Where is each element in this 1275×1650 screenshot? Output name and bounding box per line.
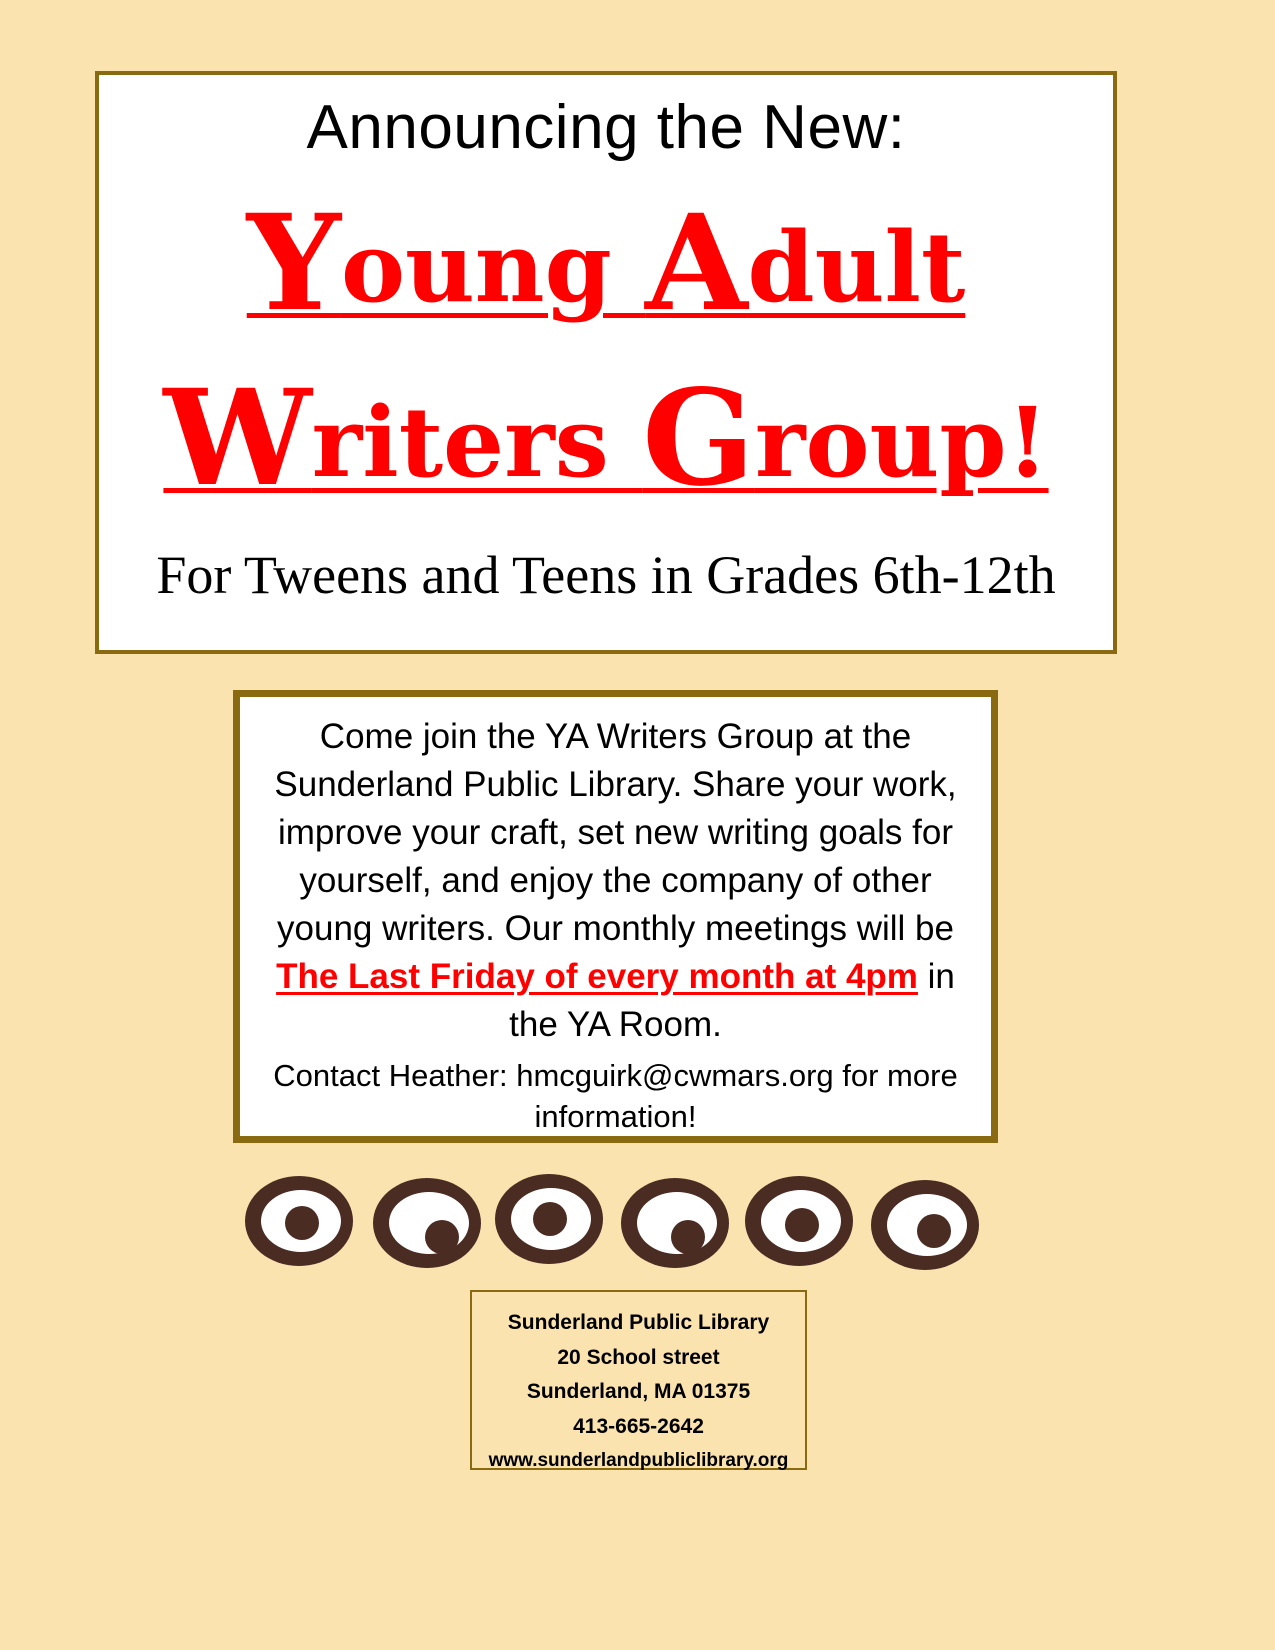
eye-pupil	[285, 1206, 319, 1240]
title-line-writers-group	[99, 360, 1113, 518]
library-city-state-zip: Sunderland, MA 01375	[526, 1380, 751, 1404]
meeting-time-highlight: The Last Friday of every month at 4pm	[276, 956, 918, 996]
library-address-box	[470, 1290, 807, 1470]
description-box	[233, 690, 998, 1143]
eye-pupil	[425, 1220, 459, 1254]
eye-icon	[745, 1176, 853, 1266]
description-part-1: Come join the YA Writers Group at the Sunderland Public Library. Share your work, improve your craft, set new writing goals for yourself, and enjoy the company of other young writers. Our monthly meetings will be	[274, 717, 957, 948]
library-phone: 413-665-2642	[573, 1414, 704, 1438]
eye-pupil	[917, 1214, 951, 1248]
title-text-dult: dult	[747, 211, 966, 325]
title-line-young-adult	[99, 186, 1113, 343]
library-website: www.sunderlandpubliclibrary.org	[488, 1449, 789, 1471]
title-capital-a: A	[645, 186, 748, 342]
eye-pupil	[671, 1220, 705, 1254]
library-name: Sunderland Public Library	[507, 1311, 770, 1334]
title-text-roup: roup!	[754, 385, 1049, 499]
subtitle-grades: For Tweens and Teens in Grades 6th-12th	[156, 544, 1056, 605]
title-capital-y: Y	[246, 186, 341, 342]
description-part-2: in the YA Room.	[509, 956, 955, 1044]
title-text-riters: riters	[311, 385, 643, 499]
eye-icon	[871, 1180, 979, 1270]
title-capital-g: G	[642, 360, 755, 516]
eyes-decoration	[233, 1168, 998, 1268]
title-box	[95, 71, 1117, 654]
eye-pupil	[785, 1208, 819, 1242]
title-text-oung: oung	[340, 211, 646, 325]
eye-icon	[495, 1174, 603, 1264]
eye-icon	[373, 1178, 481, 1268]
eye-icon	[621, 1178, 729, 1268]
contact-line: Contact Heather: hmcguirk@cwmars.org for more information!	[273, 1057, 958, 1135]
library-street: 20 School street	[557, 1345, 720, 1369]
description-paragraph	[266, 713, 965, 1049]
eye-pupil	[533, 1202, 567, 1236]
eye-icon	[245, 1176, 353, 1266]
title-capital-w: W	[163, 360, 312, 516]
announcing-heading: Announcing the New:	[306, 93, 906, 162]
